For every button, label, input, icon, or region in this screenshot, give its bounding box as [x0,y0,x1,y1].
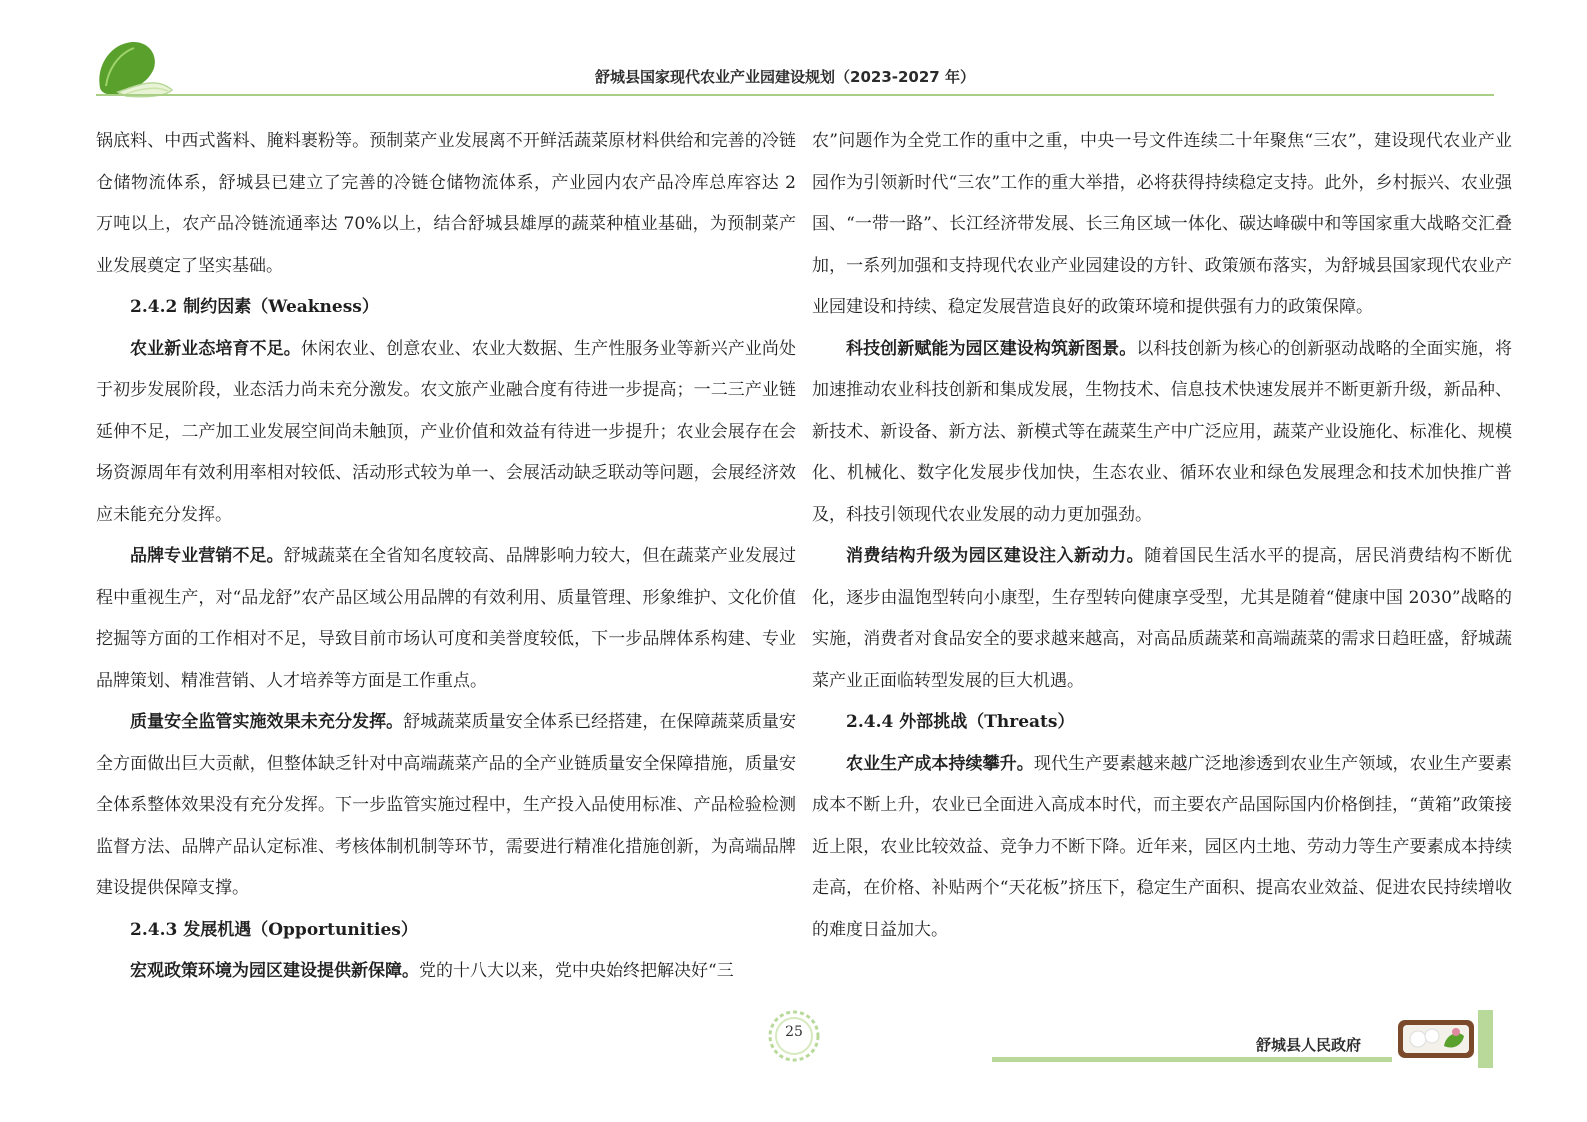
footer-divider [992,1057,1392,1062]
footer-organization: 舒城县人民政府 [1256,1036,1362,1054]
body-paragraph [812,121,1512,329]
footer-accent-bar [1478,1010,1493,1068]
left-column [96,121,796,993]
section-heading: 2.4.3 发展机遇（Opportunities） [130,919,418,940]
paragraph-text: 随着国民生活水平的提高，居民消费结构不断优化，逐步由温饱型转向小康型，生存型转向健康享受型，尤其是随着“健康中国 2030”战略的实施，消费者对食品安全的要求越来越高，对高品质蔬菜和高端蔬菜的需求日趋旺盛，舒城蔬菜产业正面临转型发展的巨大机遇。 [812,546,1513,691]
paragraph-lead: 消费结构升级为园区建设注入新动力。 [846,546,1145,566]
page-number: 25 [785,1024,803,1040]
vegetable-tray-icon [1396,1016,1476,1062]
paragraph-text: 现代生产要素越来越广泛地渗透到农业生产领域，农业生产要素成本不断上升，农业已全面进入高成本时代，而主要农产品国际国内价格倒挂，“黄箱”政策接近上限，农业比较效益、竞争力不断下降。近年来，园区内土地、劳动力等生产要素成本持续走高，在价格、补贴两个“天花板”挤压下，稳定生产面积、提高农业效益、促进农民持续增收的难度日益加大。 [812,753,1513,940]
right-column [812,121,1512,951]
section-heading: 2.4.2 制约因素（Weakness） [130,297,379,317]
paragraph-text: 休闲农业、创意农业、农业大数据、生产性服务业等新兴产业尚处于初步发展阶段，业态活力尚未充分激发。农文旅产业融合度有待进一步提高；一二三产业链延伸不足，二产加工业发展空间尚未触顶，产业价值和效益有待进一步提升；农业会展存在会场资源周年有效利用率相对较低、活动形式较为单一、会展活动缺乏联动等问题，会展经济效应未能充分发挥。 [96,338,797,525]
paragraph-text: 党的十八大以来，党中央始终把解决好“三 [419,961,734,981]
paragraph-lead: 宏观政策环境为园区建设提供新保障。 [130,961,419,981]
body-paragraph [96,121,796,287]
header-divider [96,94,1494,96]
body-paragraph [96,536,796,702]
paragraph-text: 舒城蔬菜质量安全体系已经搭建，在保障蔬菜质量安全方面做出巨大贡献，但整体缺乏针对中高端蔬菜产品的全产业链质量安全保障措施，质量安全体系整体效果没有充分发挥。下一步监管实施过程中，生产投入品使用标准、产品检验检测监督方法、品牌产品认定标准、考核体制机制等环节，需要进行精准化措施创新，为高端品牌建设提供保障支撑。 [96,712,797,898]
document-title: 舒城县国家现代农业产业园建设规划（2023-2027 年） [595,68,975,86]
paragraph-text: 舒城蔬菜在全省知名度较高、品牌影响力较大，但在蔬菜产业发展过程中重视生产，对“品龙舒”农产品区域公用品牌的有效利用、质量管理、形象维护、文化价值挖掘等方面的工作相对不足，导致目前市场认可度和美誉度较低，下一步品牌体系构建、专业品牌策划、精准营销、人才培养等方面是工作重点。 [96,546,797,691]
cabbage-leaf-icon [96,36,176,98]
paragraph-lead: 品牌专业营销不足。 [130,546,284,566]
body-paragraph [96,702,796,910]
paragraph-text: 锅底料、中西式酱料、腌料裹粉等。预制菜产业发展离不开鲜活蔬菜原材料供给和完善的冷链仓储物流体系，舒城县已建立了完善的冷链仓储物流体系，产业园内农产品冷库总库容达 2 万吨以上，农产品冷链流通率达 70%以上，结合舒城县雄厚的蔬菜种植业基础，为预制菜产业发展奠定了坚实基础。 [96,131,796,276]
paragraph-text: 农”问题作为全党工作的重中之重，中央一号文件连续二十年聚焦“三农”，建设现代农业产业园作为引领新时代“三农”工作的重大举措，必将获得持续稳定支持。此外，乡村振兴、农业强国、“一带一路”、长江经济带发展、长三角区域一体化、碳达峰碳中和等国家重大战略交汇叠加，一系列加强和支持现代农业产业园建设的方针、政策颁布落实，为舒城县国家现代农业产业园建设和持续、稳定发展营造良好的政策环境和提供强有力的政策保障。 [812,131,1512,317]
paragraph-lead: 质量安全监管实施效果未充分发挥。 [130,712,404,732]
paragraph-lead: 科技创新赋能为园区建设构筑新图景。 [846,338,1137,359]
body-paragraph [96,329,796,537]
paragraph-text: 以科技创新为核心的创新驱动战略的全面实施，将加速推动农业科技创新和集成发展，生物技术、信息技术快速发展并不断更新升级，新品种、新技术、新设备、新方法、新模式等在蔬菜生产中广泛应用，蔬菜产业设施化、标准化、规模化、机械化、数字化发展步伐加快，生态农业、循环农业和绿色发展理念和技术加快推广普及，科技引领现代农业发展的动力更加强劲。 [812,338,1513,525]
paragraph-lead: 农业生产成本持续攀升。 [846,753,1034,774]
body-paragraph [812,744,1512,952]
paragraph-lead: 农业新业态培育不足。 [130,338,301,359]
body-paragraph [812,536,1512,702]
body-paragraph [96,951,796,993]
section-heading: 2.4.4 外部挑战（Threats） [846,712,1075,732]
body-paragraph [812,329,1512,537]
